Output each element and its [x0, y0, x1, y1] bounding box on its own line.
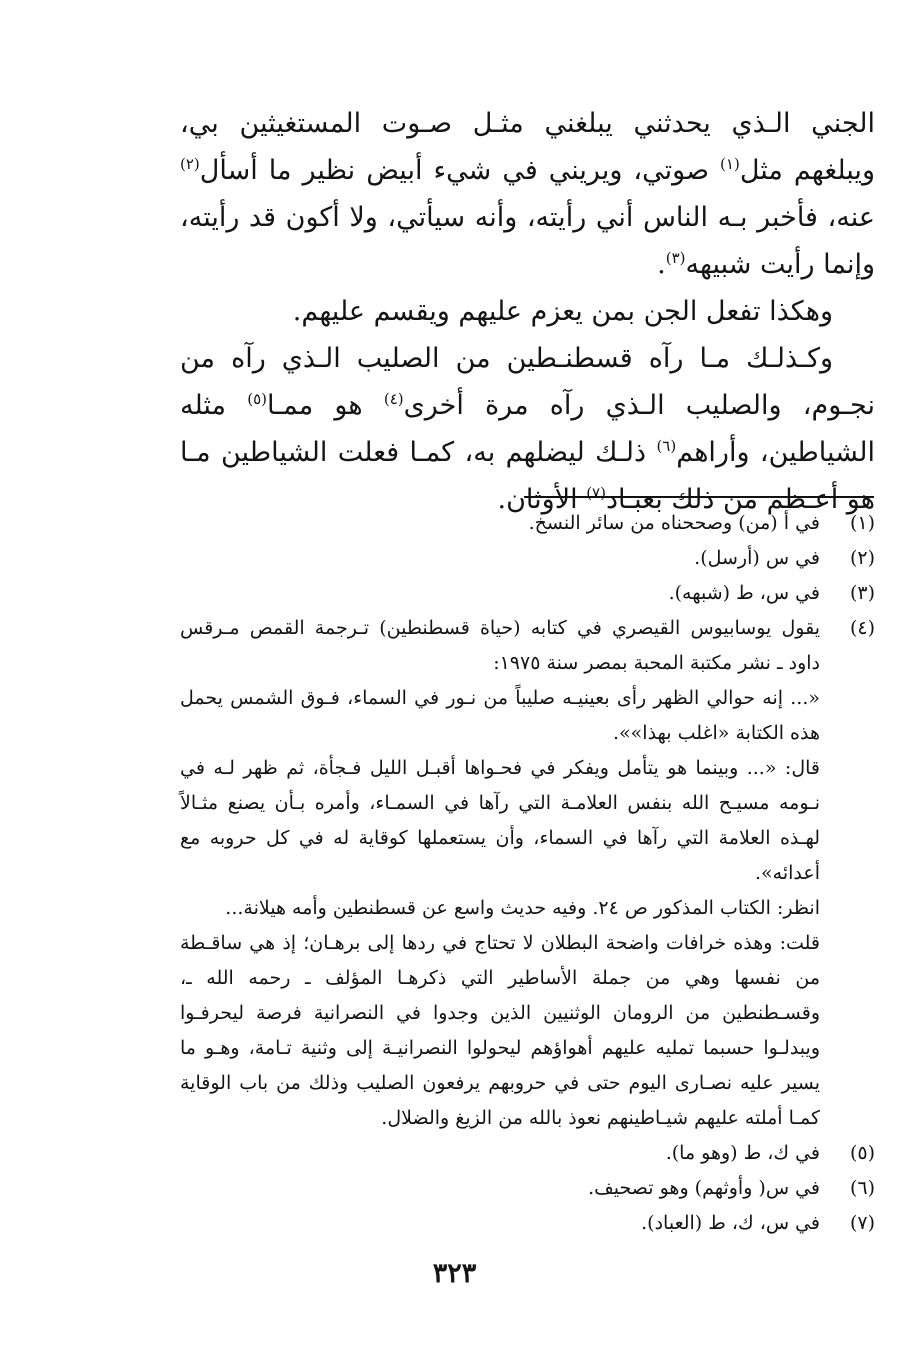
- footnote-4-quote-1: «... إنه حوالي الظهر رأى بعينيـه صليباً من نـور في السماء، فـوق الشمس يحمل هذه الكتابة «اغلب بهذا»».: [180, 687, 820, 744]
- footnote-marker-7: (٧): [586, 484, 606, 502]
- paragraph-3-part: مثله الشياطين، وأراهم: [180, 390, 875, 468]
- main-text: [180, 100, 875, 523]
- footnote-7: [180, 1206, 875, 1241]
- footnote-number: (٦): [849, 1177, 875, 1199]
- footnote-number: (٧): [849, 1212, 875, 1234]
- footnote-text: في س( وأوثهم) وهو تصحيف.: [588, 1177, 820, 1199]
- footnote-number: (٥): [849, 1142, 875, 1164]
- footnote-6: [180, 1171, 875, 1206]
- footnote-text: في ك، ط (وهو ما).: [665, 1142, 820, 1164]
- footnote-text: في س، ك، ط (العباد).: [641, 1212, 820, 1234]
- footnote-marker-6: (٦): [656, 437, 677, 455]
- footnote-divider: [524, 496, 874, 498]
- page-number: ٣٢٣: [432, 1258, 477, 1289]
- footnote-5: [180, 1136, 875, 1171]
- footnote-2: [180, 541, 875, 576]
- footnote-3: [180, 576, 875, 611]
- footnote-number: (٣): [849, 582, 875, 604]
- footnote-marker-3: (٣): [665, 249, 686, 267]
- footnote-text: في أ (من) وصححناه من سائر النسخ.: [528, 512, 820, 534]
- paragraph-2: وهكذا تفعل الجن بمن يعزم عليهم ويقسم عليهم.: [292, 296, 833, 327]
- footnote-number: (٢): [849, 547, 875, 569]
- footnote-4-commentary: قلت: وهذه خرافات واضحة البطلان لا تحتاج في ردها إلى برهـان؛ إذ هي ساقـطة من نفسها وهي من جملة الأساطير التي ذكرهـا المؤلف ـ رحمه الله ـ، وقسـطنطين من الرومان الوثنيين الذين وجدوا في النصرانية فرصة ليحرفـوا ويبدلـوا حسبما تمليه عليهم أهواؤهم ليحولوا النصرانيـة إلى وثنية تـامة، وهـو ما يسير عليه نصـارى اليوم حتى في حروبهم يرفعون الصليب وذلك من باب الوقاية كمـا أملته عليهم شيـاطينهم نعوذ بالله من الزيغ والضلال.: [180, 932, 820, 1129]
- paragraph-3-part: هو ممـا: [267, 390, 384, 421]
- paragraph-1-part: عنه، فأخبر بـه الناس أني رأيته، وأنه سيأتي، ولا أكون قد رأيته، وإنما رأيت شبيهه: [180, 202, 875, 280]
- paragraph-3: [180, 335, 875, 523]
- footnote-marker-5: (٥): [247, 390, 268, 408]
- footnote-4-reference: انظر: الكتاب المذكور ص ٢٤. وفيه حديث واسع عن قسطنطين وأمه هيلانة...: [225, 897, 820, 919]
- footnote-text: في س (أرسل).: [694, 547, 820, 569]
- footnote-marker-4: (٤): [383, 390, 404, 408]
- footnote-4-source: يقول يوسابيوس القيصري في كتابه (حياة قسطنطين) تـرجمة القمص مـرقس داود ـ نشر مكتبة المحبة بمصر سنة ١٩٧٥:: [180, 617, 820, 674]
- footnote-text: في س، ط (شبهه).: [668, 582, 820, 604]
- footnote-4: [180, 611, 875, 1136]
- footnote-marker-2: (٢): [180, 155, 200, 173]
- paragraph-1-part: صوتي، ويريني في شيء أبيض نظير ما أسأل: [199, 155, 721, 186]
- footnote-1: [180, 506, 875, 541]
- footnotes: [180, 506, 875, 1241]
- paragraph-1-part: الجني الـذي يحدثني يبلغني مثـل صـوت المستغيثين بي، ويبلغهم مثل: [180, 108, 875, 186]
- footnote-4-quote-2: قال: «... وبينما هو يتأمل ويفكر في فحـواها أقبـل الليل فـجأة، ثم ظهر لـه في نـومه مسيـح الله بنفس العلامـة التي رآها في السمـاء، وأمره بـأن يصنع مثـالاً لهـذه العلامة التي رآها في السماء، وأن يستعملها كوقاية له في كل حروبه مع أعدائه».: [180, 757, 820, 884]
- paragraph-3-part: وكـذلـك مـا رآه قسطنـطين من الصليب الـذي رآه من نجـوم، والصليب الـذي رآه مرة أخرى: [180, 343, 875, 421]
- footnote-number: (٤): [849, 617, 875, 639]
- paragraph-1: [180, 100, 875, 288]
- paragraph-1-part: .: [657, 249, 666, 280]
- paragraph-3-part: ذلـك ليضلهم به، كمـا فعلت الشياطين مـا هو أعـظم من ذلك بعبـاد: [180, 437, 875, 515]
- footnote-number: (١): [849, 512, 875, 534]
- footnote-4-body: [180, 611, 820, 1136]
- footnote-marker-1: (١): [720, 155, 740, 173]
- paragraph-3-part: الأوثان.: [497, 484, 587, 515]
